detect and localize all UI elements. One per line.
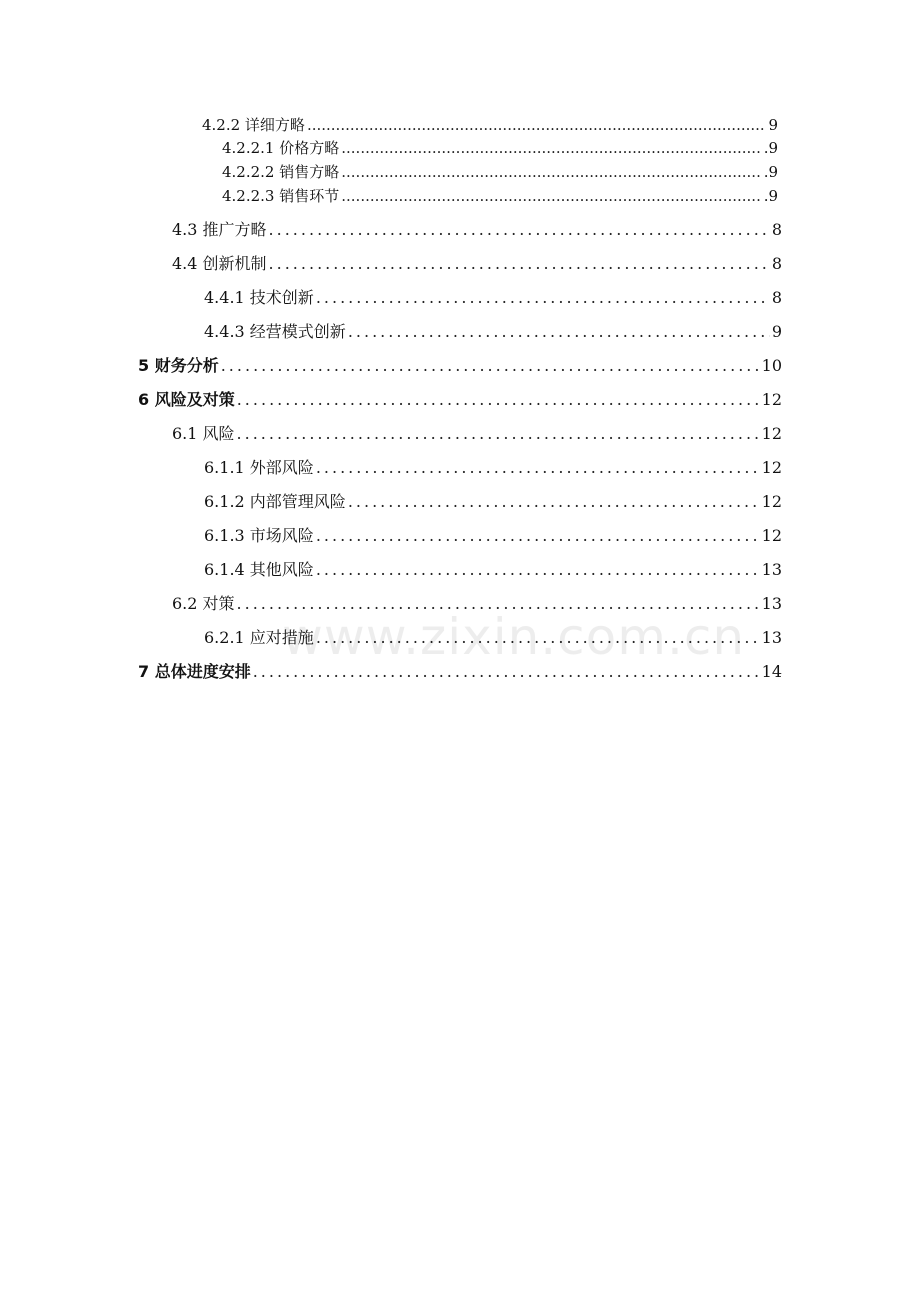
toc-entry-page: 12 [761, 458, 782, 477]
toc-entry-title: 4.4.1 技术创新 [204, 288, 314, 307]
toc-entry-page: 13 [761, 560, 782, 579]
toc-entry-6-1[interactable] [172, 424, 782, 444]
toc-entry-page: 13 [761, 628, 782, 647]
toc-entry-title: 7 总体进度安排 [138, 662, 251, 681]
toc-dot-leader [316, 458, 760, 478]
toc-entry-7[interactable] [138, 662, 782, 682]
toc-entry-page: 10 [761, 356, 782, 375]
toc-entry-4-4-3[interactable] [204, 322, 782, 342]
toc-entry-page: .9 [763, 187, 778, 205]
toc-entry-title: 4.2.2.1 价格方略 [222, 139, 340, 157]
toc-entry-6-2-1[interactable] [204, 628, 782, 648]
toc-entry-6-1-4[interactable] [204, 560, 782, 580]
toc-entry-4-2-2-1[interactable] [222, 139, 778, 157]
toc-entry-title: 4.4 创新机制 [172, 254, 267, 273]
toc-entry-4-3[interactable] [172, 220, 782, 240]
toc-entry-page: 13 [761, 594, 782, 613]
toc-entry-page: 12 [761, 390, 782, 409]
toc-dot-leader [269, 220, 770, 240]
toc-entry-page: 14 [761, 662, 782, 681]
toc-dot-leader [341, 163, 761, 181]
toc-entry-4-2-2-3[interactable] [222, 187, 778, 205]
toc-dot-leader [237, 594, 760, 614]
toc-entry-title: 4.4.3 经营模式创新 [204, 322, 346, 341]
toc-entry-6-2[interactable] [172, 594, 782, 614]
toc-entry-4-2-2-2[interactable] [222, 163, 778, 181]
toc-entry-page: .9 [763, 139, 778, 157]
toc-entry-page: 8 [771, 220, 782, 239]
toc-entry-title: 4.2.2.2 销售方略 [222, 163, 340, 181]
toc-dot-leader [253, 662, 760, 682]
toc-dot-leader [341, 187, 761, 205]
toc-dot-leader [341, 139, 761, 157]
toc-entry-4-4-1[interactable] [204, 288, 782, 308]
toc-entry-title: 6.2 对策 [172, 594, 235, 613]
toc-dot-leader [348, 322, 770, 342]
toc-entry-page: 12 [761, 492, 782, 511]
watermark-text: www.zixin.com.cn [282, 608, 746, 666]
toc-dot-leader [237, 390, 760, 410]
toc-entry-title: 6.1.4 其他风险 [204, 560, 314, 579]
toc-entry-title: 4.2.2.3 销售环节 [222, 187, 340, 205]
toc-dot-leader [316, 628, 760, 648]
toc-entry-page: 12 [761, 526, 782, 545]
toc-dot-leader [307, 116, 767, 134]
toc-dot-leader [316, 560, 760, 580]
toc-entry-title: 6 风险及对策 [138, 390, 235, 409]
toc-dot-leader [316, 288, 770, 308]
toc-dot-leader [221, 356, 760, 376]
toc-entry-title: 6.1.3 市场风险 [204, 526, 314, 545]
toc-entry-title: 6.2.1 应对措施 [204, 628, 314, 647]
toc-entry-4-4[interactable] [172, 254, 782, 274]
toc-entry-6[interactable] [138, 390, 782, 410]
toc-entry-title: 6.1 风险 [172, 424, 235, 443]
toc-entry-page: 12 [761, 424, 782, 443]
toc-entry-5[interactable] [138, 356, 782, 376]
toc-entry-6-1-3[interactable] [204, 526, 782, 546]
toc-entry-6-1-1[interactable] [204, 458, 782, 478]
toc-entry-title: 6.1.2 内部管理风险 [204, 492, 346, 511]
toc-dot-leader [348, 492, 760, 512]
toc-entry-page: 8 [771, 254, 782, 273]
toc-entry-title: 5 财务分析 [138, 356, 219, 375]
toc-entry-page: 8 [771, 288, 782, 307]
toc-entry-page: 9 [771, 322, 782, 341]
toc-dot-leader [316, 526, 760, 546]
toc-entry-6-1-2[interactable] [204, 492, 782, 512]
toc-dot-leader [237, 424, 760, 444]
toc-entry-title: 4.2.2 详细方略 [202, 116, 305, 134]
toc-dot-leader [269, 254, 770, 274]
toc-entry-4-2-2[interactable] [202, 116, 778, 134]
toc-entry-page: .9 [763, 163, 778, 181]
toc-entry-page: 9 [768, 116, 778, 134]
toc-entry-title: 4.3 推广方略 [172, 220, 267, 239]
toc-entry-title: 6.1.1 外部风险 [204, 458, 314, 477]
